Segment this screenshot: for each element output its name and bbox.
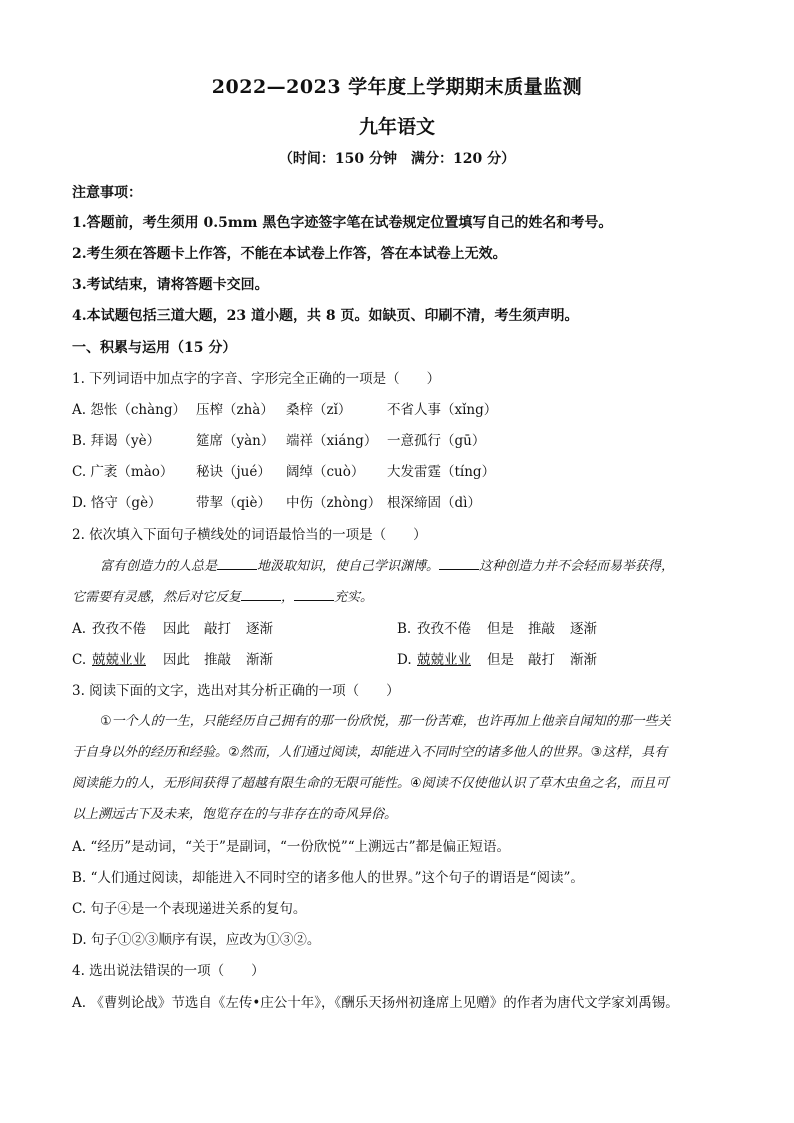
exam-page: 2022—2023 学年度上学期期末质量监测 九年语文 （时间：150 分钟 满分：120 分） 注意事项： 1.答题前，考生须用 0.5mm 黑色字迹签字笔在试卷规定位置填写自己的姓名和考号。 2.考生须在答题卡上作答，不能在本试卷上作答，答在本试卷上无效。 3.考试结束，请将答题卡交回。 4.本试题包括三道大题，23 道小题，共 8 页。如缺页、印刷不清，考生须声明。 一、积累与运用（15 分） 1. 下列词语中加点字的字音、字形完全正确的一项是（ ） A. 怨怅（chàng） 压榨（zhà） 桑梓（zǐ） 不省人事（xǐng） B. 拜谒（yè） 筵席（yàn） 端祥（xiáng） 一意孤行（gū） C. 广袤（mào） 秘诀（jué） 阔绰（cuò） 大发雷霆（tíng） D. 恪守（gè） 带挈（qiè） 中伤（zhòng） 根深缔固（dì） 2. 依次填入下面句子横线处的词语最恰当的一项是（ ） 富有创造力的人总是 地汲取知识，使自己学识渊博。 这种创造力并不会轻而易举获得， 它需要有灵感，然后对它反复 ， 充实。 A. 孜孜不倦 因此 敲打 逐渐 B. 孜孜不倦 但是 推敲 逐渐 C. 兢兢业业 因此 推敲 渐渐 D. 兢兢业业 但是 敲打 渐渐 3. 阅读下面的文字，选出对其分析正确的一项（ ） ①一个人的一生，只能经历自己拥有的那一份欣悦，那一份苦难，也许再加上他亲自闻知的那一些关 于自身以外的经历和经验。②然而，人们通过阅读，却能进入不同时空的诸多他人的世界。③这样，具有 阅读能力的人，无形间获得了超越有限生命的无限可能性。④阅读不仅使他认识了草木虫鱼之名，而且可 以上溯远古下及未来，饱览存在的与非存在的奇风异俗。 A. “经历”是动词，“关于”是副词，“一份欣悦”“上溯远古”都是偏正短语。 B. “人们通过阅读，却能进入不同时空的诸多他人的世界。”这个句子的谓语是“阅读”。 C. 句子④是一个表现递进关系的复句。 D. 句子①②③顺序有误，应改为①③②。 4. 选出说法错误的一项（ ） A. 《曹刿论战》节选自《左传•庄公十年》，《酬乐天扬州初逢席上见赠》的作者为唐代文学家刘禹锡。 bbox=[0, 0, 794, 1123]
q3-passage-line: ①一个人的一生，只能经历自己拥有的那一份欣悦，那一份苦难，也许再加上他亲自闻知的那一些关 bbox=[100, 714, 671, 729]
q3-option-c: C. 句子④是一个表现递进关系的复句。 bbox=[72, 901, 307, 917]
q3-option-a: A. “经历”是动词，“关于”是副词，“一份欣悦”“上溯远古”都是偏正短语。 bbox=[72, 839, 511, 855]
note-item: 2.考生须在答题卡上作答，不能在本试卷上作答，答在本试卷上无效。 bbox=[72, 246, 507, 262]
fill-blank bbox=[217, 557, 257, 570]
q4-stem: 4. 选出说法错误的一项（ ） bbox=[72, 963, 265, 979]
q3-passage-line: 以上溯远古下及未来，饱览存在的与非存在的奇风异俗。 bbox=[72, 807, 398, 822]
fill-blank bbox=[294, 588, 334, 601]
q2-sentence-line-1: 富有创造力的人总是 地汲取知识，使自己学识渊博。 这种创造力并不会轻而易举获得， bbox=[100, 559, 675, 574]
section-heading: 一、积累与运用（15 分） bbox=[72, 340, 237, 356]
q3-passage-line: 于自身以外的经历和经验。②然而，人们通过阅读，却能进入不同时空的诸多他人的世界。③这样，具有 bbox=[72, 745, 668, 760]
q2-stem: 2. 依次填入下面句子横线处的词语最恰当的一项是（ ） bbox=[72, 527, 427, 543]
q4-option-a: A. 《曹刿论战》节选自《左传•庄公十年》，《酬乐天扬州初逢席上见赠》的作者为唐代文学家刘禹锡。 bbox=[72, 995, 679, 1011]
exam-title: 2022—2023 学年度上学期期末质量监测 bbox=[211, 76, 583, 98]
q3-option-b: B. “人们通过阅读，却能进入不同时空的诸多他人的世界。”这个句子的谓语是“阅读”。 bbox=[72, 870, 584, 886]
fill-blank bbox=[241, 588, 281, 601]
time-info: （时间：150 分钟 满分：120 分） bbox=[278, 151, 516, 167]
q3-option-d: D. 句子①②③顺序有误，应改为①③②。 bbox=[72, 932, 321, 948]
q3-stem: 3. 阅读下面的文字，选出对其分析正确的一项（ ） bbox=[72, 683, 400, 699]
notes-heading: 注意事项： bbox=[72, 185, 142, 201]
q2-sentence-line-2: 它需要有灵感，然后对它反复 ， 充实。 bbox=[72, 590, 374, 605]
note-item: 1.答题前，考生须用 0.5mm 黑色字迹签字笔在试卷规定位置填写自己的姓名和考号。 bbox=[72, 215, 613, 231]
fill-blank bbox=[439, 557, 479, 570]
q1-stem: 1. 下列词语中加点字的字音、字形完全正确的一项是（ ） bbox=[72, 371, 441, 387]
q3-passage-line: 阅读能力的人，无形间获得了超越有限生命的无限可能性。④阅读不仅使他认识了草木虫鱼之名，而且可 bbox=[72, 776, 669, 791]
note-item: 3.考试结束，请将答题卡交回。 bbox=[72, 277, 269, 293]
subject-title: 九年语文 bbox=[358, 116, 435, 138]
note-item: 4.本试题包括三道大题，23 道小题，共 8 页。如缺页、印刷不清，考生须声明。 bbox=[72, 308, 579, 324]
